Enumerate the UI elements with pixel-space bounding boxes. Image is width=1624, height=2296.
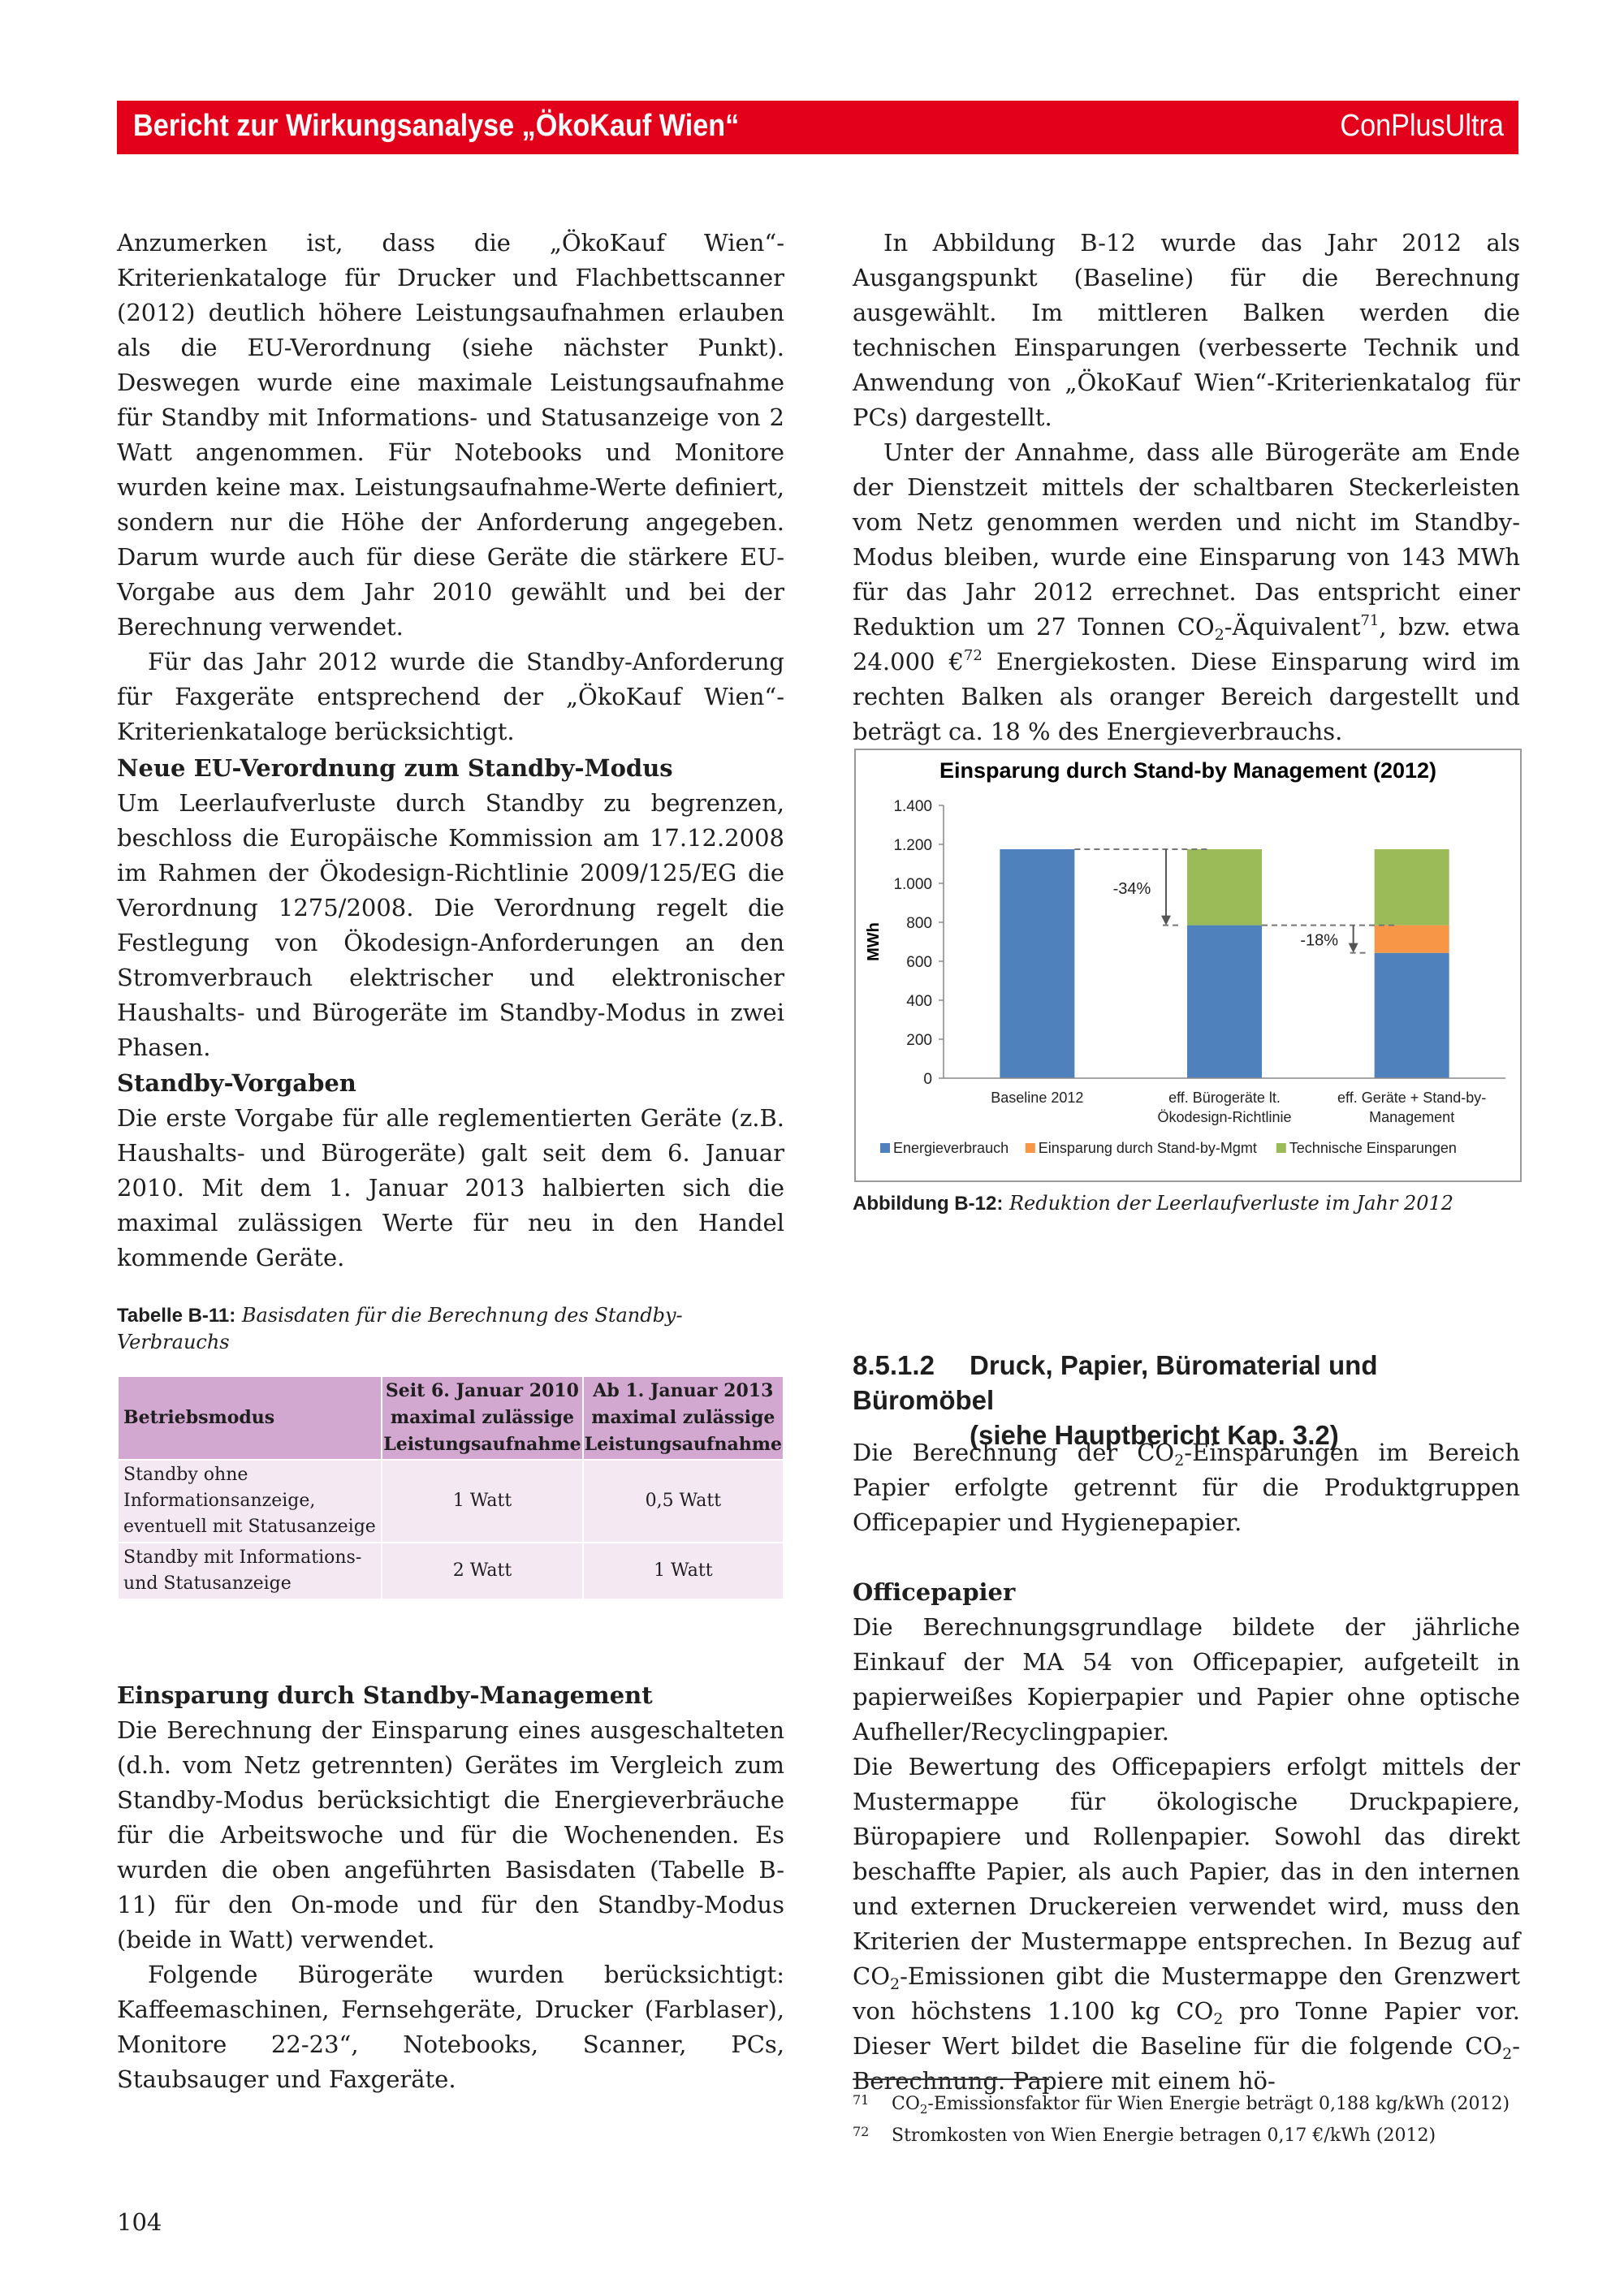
legend-label: Einsparung durch Stand-by-Mgmt: [1038, 1140, 1257, 1156]
subscript: 2: [919, 2102, 928, 2117]
x-tick-label: Management: [1369, 1109, 1455, 1125]
arrow-head: [1349, 943, 1358, 953]
report-header-bar: [117, 101, 1518, 154]
paragraph-einsparung: Die Berechnung der Einsparung eines ausgeschalteten (d.h. vom Netz getrennten) Gerätes im Vergleich zum Standby-Modus berücksichtigt die Energieverbräuche für die Arbeitswoche und für die Wochenenden. Es wurden die oben angeführten Basisdaten (Tabelle B-11) für den On-mode und für den Standby-Modus (beide in Watt) verwendet.: [117, 1716, 784, 1953]
footnote-divider: [853, 2078, 1049, 2080]
footnote-number: 72: [853, 2124, 870, 2139]
legend-swatch: [1026, 1143, 1035, 1153]
figure-caption-text: Reduktion der Leerlaufverluste im Jahr 2012: [1009, 1192, 1454, 1215]
y-tick-label: 1.000: [893, 876, 932, 893]
paragraph-standby-vorgaben: Die erste Vorgabe für alle reglementierten Geräte (z.B. Haushalts- und Bürogeräte) galt seit dem 6. Januar 2010. Mit dem 1. Januar 2013 halbierten sich die maximal zulässigen Werte für neu in den Handel kommende Geräte.: [117, 1104, 784, 1271]
section-heading: [853, 1348, 1520, 1418]
text-run: Unter der Annahme, dass alle Bürogeräte am Ende der Dienstzeit mittels der schaltbaren Steckerleisten vom Netz genommen werden und nicht im Standby-Modus bleiben, wurde eine Einsparung von 143 MWh für das Jahr 2012 errechnet. Das entspricht einer Reduktion um 27 Tonnen CO: [853, 438, 1520, 641]
text-run: -Emissionen gibt die Mustermappe den Grenzwert von höchstens 1.100 kg CO: [853, 1962, 1520, 2025]
legend-label: Technische Einsparungen: [1289, 1140, 1457, 1156]
text-run: pro Tonne Papier vor. Dieser Wert bildet die Baseline für die folgende CO: [853, 1997, 1520, 2060]
bar-segment: [1187, 849, 1262, 926]
table-header-cell: Seit 6. Januar 2010 maximal zulässige Leistungsaufnahme: [382, 1376, 582, 1460]
x-tick-label: Baseline 2012: [991, 1090, 1084, 1106]
legend-swatch: [880, 1143, 890, 1153]
percent-label: -34%: [1112, 879, 1151, 898]
y-tick-label: 800: [906, 915, 932, 932]
table-cell: Standby ohne Informationsanzeige, eventuell mit Statusanzeige: [118, 1460, 382, 1543]
text-run: -Äquivalent: [1224, 613, 1361, 641]
text-run: , bzw. etwa 24.000 €: [853, 613, 1520, 675]
section-papier-body: [853, 1435, 1520, 1540]
table-cell: 1 Watt: [382, 1460, 582, 1543]
text-run: Energiekosten. Diese Einsparung wird im rechten Balken als oranger Bereich dargestellt und beträgt ca. 18 % des Energieverbrauchs.: [853, 648, 1520, 745]
table-caption: [117, 1302, 750, 1355]
bar-segment: [1375, 926, 1449, 953]
y-tick-label: 400: [906, 993, 932, 1010]
section-number: 8.5.1.2: [853, 1350, 935, 1380]
section-title-line1: Druck, Papier, Büromaterial und Büromöbel: [853, 1350, 1378, 1415]
section-officepapier: [853, 1575, 1520, 2099]
text-run: -Einsparungen im Bereich Papier erfolgte getrennt für die Produktgruppen Officepapier und Hygienepapier.: [853, 1439, 1520, 1536]
page-number: 104: [117, 2208, 162, 2236]
legend-swatch: [1276, 1143, 1286, 1153]
chart-y-axis-label: MWh: [865, 922, 883, 961]
bar-segment: [1375, 849, 1449, 926]
section-title-line2: (siehe Hauptbericht Kap. 3.2): [970, 1420, 1339, 1450]
table-caption-label: Tabelle B-11:: [117, 1305, 236, 1327]
footnote-ref-71: 71: [1360, 612, 1380, 629]
section-einsparung: [117, 1678, 784, 2097]
right-column: [853, 226, 1520, 749]
table-header-cell: Betriebsmodus: [118, 1376, 382, 1460]
y-tick-label: 1.400: [893, 798, 932, 815]
figure-caption-label: Abbildung B-12:: [853, 1193, 1004, 1215]
report-title: Bericht zur Wirkungsanalyse „ÖkoKauf Wien“: [133, 109, 740, 143]
x-tick-label: eff. Bürogeräte lt.: [1168, 1090, 1281, 1106]
text-run: CO: [892, 2094, 920, 2114]
table-header-cell: Ab 1. Januar 2013 maximal zulässige Leistungsaufnahme: [583, 1376, 784, 1460]
text-run: -Berechnung. Papiere mit einem hö-: [853, 2032, 1520, 2095]
heading-standby-vorgaben: Standby-Vorgaben: [117, 1069, 356, 1097]
chart-legend: [880, 1140, 1457, 1156]
text-run: Die Bewertung des Officepapiers erfolgt mittels der Mustermappe für ökologische Druckpapiere, Büropapiere und Rollenpapier. Sowohl das direkt beschaffte Papier, als auch Papier, das in den internen und externen Druckereien verwendet wird, muss den Kriterien der Mustermappe entsprechen. In Bezug auf CO: [853, 1753, 1520, 1990]
footnote-ref-72: 72: [963, 647, 983, 664]
paragraph-annahme: [853, 435, 1520, 749]
paragraph-berechnungsgrundlage: Die Berechnungsgrundlage bildete der jährliche Einkauf der MA 54 von Officepapier, aufgeteilt in papierweißes Kopierpapier und Papier ohne optische Aufheller/Recyclingpapier.: [853, 1613, 1520, 1746]
bar-segment: [1000, 849, 1074, 1078]
standby-chart: [856, 750, 1520, 1180]
x-tick-label: eff. Geräte + Stand-by-: [1337, 1090, 1487, 1106]
footnote-number: 71: [853, 2092, 870, 2108]
y-tick-label: 0: [923, 1071, 932, 1088]
y-tick-label: 600: [906, 954, 932, 971]
section-eu-verordnung: [117, 751, 784, 1065]
percent-label: -18%: [1300, 931, 1339, 950]
footnotes: [853, 2087, 1520, 2150]
paragraph-faxgeraete: Für das Jahr 2012 wurde die Standby-Anforderung für Faxgeräte entsprechend der „ÖkoKauf Wien“-Kriterienkataloge berücksichtigt.: [117, 648, 784, 745]
x-tick-label: Ökodesign-Richtlinie: [1157, 1109, 1292, 1125]
standby-table-wrap: [117, 1375, 784, 1600]
text-run: Stromkosten von Wien Energie betragen 0,17 €/kWh (2012): [892, 2126, 1436, 2146]
subscript: 2: [1214, 626, 1224, 644]
y-tick-label: 1.200: [893, 837, 932, 854]
chart-title: Einsparung durch Stand-by Management (2012): [939, 758, 1437, 783]
text-run: Die Berechnung der CO: [853, 1439, 1175, 1466]
heading-einsparung: Einsparung durch Standby-Management: [117, 1681, 653, 1709]
paragraph-co2-papier: [853, 1435, 1520, 1540]
brand-name: ConPlusUltra: [1340, 109, 1504, 143]
standby-basis-table: [117, 1375, 784, 1600]
heading-eu-verordnung: Neue EU-Verordnung zum Standby-Modus: [117, 754, 673, 782]
table-row: [118, 1543, 784, 1599]
table-cell: 0,5 Watt: [583, 1460, 784, 1543]
subscript: 2: [889, 1975, 901, 1993]
table-caption-text: Basisdaten für die Berechnung des Standby-Verbrauchs: [117, 1304, 683, 1353]
bar-segment: [1375, 953, 1449, 1078]
table-cell: 2 Watt: [382, 1543, 582, 1599]
subscript: 2: [1213, 2010, 1224, 2028]
paragraph-eu-verordnung: Um Leerlaufverluste durch Standby zu begrenzen, beschloss die Europäische Kommission am 17.12.2008 im Rahmen der Ökodesign-Richtlinie 2009/125/EG die Verordnung 1275/2008. Die Verordnung regelt die Festlegung von Ökodesign-Anforderungen an den Stromverbrauch elektrischer und elektronischer Haushalts- und Bürogeräte im Standby-Modus in zwei Phasen.: [117, 789, 784, 1061]
footnote-72: [853, 2118, 1520, 2150]
arrow-head: [1161, 916, 1171, 926]
paragraph-drucker: Anzumerken ist, dass die „ÖkoKauf Wien“-Kriterienkataloge für Drucker und Flachbettscanner (2012) deutlich höhere Leistungsaufnahmen erlauben als die EU-Verordnung (siehe nächster Punkt). Deswegen wurde eine maximale Leistungsaufnahme für Standby mit Informations- und Statusanzeige von 2 Watt angenommen. Für Notebooks und Monitore wurden keine max. Leistungsaufnahme-Werte definiert, sondern nur die Höhe der Anforderung angegeben. Darum wurde auch für diese Geräte die stärkere EU-Vorgabe aus dem Jahr 2010 gewählt und bei der Berechnung verwendet.: [117, 229, 784, 641]
subscript: 2: [1174, 1452, 1185, 1470]
subscript: 2: [1502, 2045, 1513, 2063]
bar-segment: [1187, 926, 1262, 1078]
text-run: -Emissionsfaktor für Wien Energie beträgt 0,188 kg/kWh (2012): [927, 2094, 1510, 2114]
figure-chart-frame: [854, 749, 1522, 1182]
chart-bars: [1000, 849, 1449, 1078]
footnote-71: [853, 2087, 1520, 2118]
table-header-row: [118, 1376, 784, 1460]
y-tick-label: 200: [906, 1032, 932, 1049]
paragraph-bewertung: [853, 1750, 1520, 2099]
heading-officepapier: Officepapier: [853, 1578, 1016, 1606]
table-row: [118, 1460, 784, 1543]
figure-caption: [853, 1190, 1518, 1217]
legend-label: Energieverbrauch: [893, 1140, 1009, 1156]
left-column: [117, 226, 784, 749]
paragraph-geraete: Folgende Bürogeräte wurden berücksichtigt: Kaffeemaschinen, Fernsehgeräte, Drucker (Farblaser), Monitore 22-23“, Notebooks, Scanner, PCs, Staubsauger und Faxgeräte.: [117, 1961, 784, 2093]
section-standby-vorgaben: [117, 1066, 784, 1275]
table-cell: 1 Watt: [583, 1543, 784, 1599]
paragraph-abbildung: In Abbildung B-12 wurde das Jahr 2012 als Ausgangspunkt (Baseline) für die Berechnung ausgewählt. Im mittleren Balken werden die technischen Einsparungen (verbesserte Technik und Anwendung von „ÖkoKauf Wien“-Kriterienkatalog für PCs) dargestellt.: [853, 229, 1520, 431]
table-cell: Standby mit Informations- und Statusanzeige: [118, 1543, 382, 1599]
